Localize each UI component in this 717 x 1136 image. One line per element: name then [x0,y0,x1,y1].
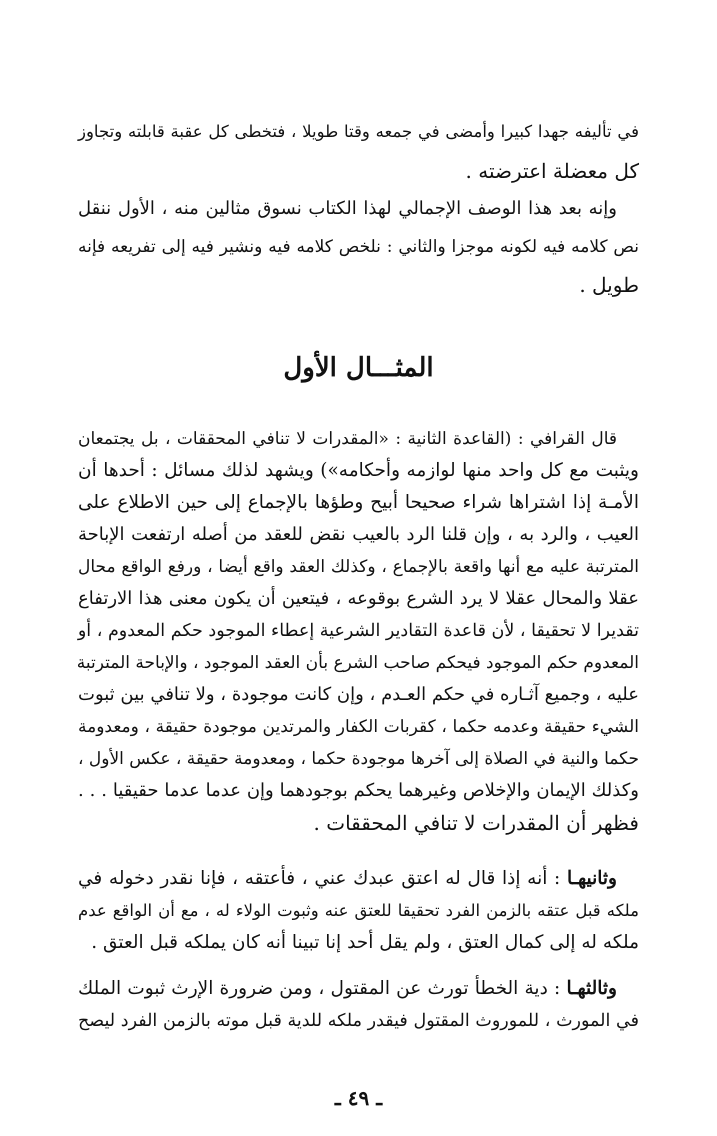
text-line: في المورث ، للموروث المقتول فيقدر ملكه للدية قبل موته بالزمن الفرد ليصح [78,1011,639,1031]
text-run: : أنه إذا قال له اعتق عبدك عني ، فأعتقه ، فإنا نقدر دخوله في [78,868,567,889]
paragraph-label: وثانيهـا [566,868,617,889]
text-line: نص كلامه فيه لكونه موجزا والثاني : نلخص كلامه فيه ونشير فيه إلى تفريعه فإنه [78,237,639,257]
text-line: وإنه بعد هذا الوصف الإجمالي لهذا الكتاب نسوق مثالين منه ، الأول ننقل [78,198,617,219]
text-line: عقلا والمحال عقلا لا يرد الشرع بوقوعه ، فيتعين أن يكون معنى هذا الارتفاع [78,588,639,609]
page-number: ـ ٤٩ ـ [334,1086,383,1110]
text-line: العيب ، والرد به ، وإن قلنا الرد بالعيب نقض للعقد من أصله ارتفعت الإباحة [78,524,639,545]
text-line: كل معضلة اعترضته . [465,159,639,183]
section-heading: المثـــال الأول [283,353,434,383]
text-line [78,864,639,894]
text-line: ملكه له إلى كمال العتق ، ولم يقل أحد إنا تبينا أنه كان يملكه قبل العتق . [91,932,639,953]
text-line: حكما والنية في الصلاة إلى آخرها موجودة حكما ، ومعدومة حقيقة ، عكس الأول ، [78,749,639,769]
text-line: ملكه قبل عتقه بالزمن الفرد تحقيقا للعتق عنه وثبوت الولاء له ، مع أن الواقع عدم [78,901,639,920]
paragraph-label: وثالثهـا [566,978,617,999]
text-line: فظهر أن المقدرات لا تنافي المحققات . [313,811,639,835]
page-body [78,0,639,1136]
text-line [78,974,639,1004]
text-line: تقديرا لا تحقيقا ، لأن قاعدة التقادير الشرعية إعطاء الموجود حكم المعدوم ، أو [77,621,639,641]
text-line: المترتبة عليه مع أنها واقعة بالإجماع ، وكذلك العقد واقع أيضا ، ورفع الواقع محال [78,557,639,577]
text-line: ويثبت مع كل واحد منها لوازمه وأحكامه») ويشهد لذلك مسائل : أحدها أن [78,460,639,481]
text-line: الأمـة إذا اشتراها شراء صحيحا أبيح وطؤها بالإجماع إلى حين الاطلاع على [78,492,639,513]
text-line: قال القرافي : (القاعدة الثانية : «المقدرات لا تنافي المحققات ، بل يجتمعان [78,429,617,449]
text-line: وكذلك الإيمان والإخلاص وغيرهما يحكم بوجودهما وإن عدما عدما حقيقيا . . . [78,780,639,801]
text-run: : دية الخطأ تورث عن المقتول ، ومن ضرورة الإرث ثبوت الملك [78,978,567,999]
text-line: طويل . [579,273,639,297]
text-line: المعدوم حكم الموجود فيحكم صاحب الشرع بأن العقد الموجود ، والإباحة المترتبة [76,653,639,673]
text-line: الشيء حقيقة وعدمه حكما ، كقربات الكفار والمرتدين موجودة حقيقة ، ومعدومة [78,717,639,737]
text-line: في تأليفه جهدا كبيرا وأمضى في جمعه وقتا طويلا ، فتخطى كل عقبة قابلته وتجاوز [78,122,639,141]
text-line: عليه ، وجميع آثـاره في حكم العـدم ، وإن كانت موجودة ، ولا تنافي بين ثبوت [78,684,639,705]
